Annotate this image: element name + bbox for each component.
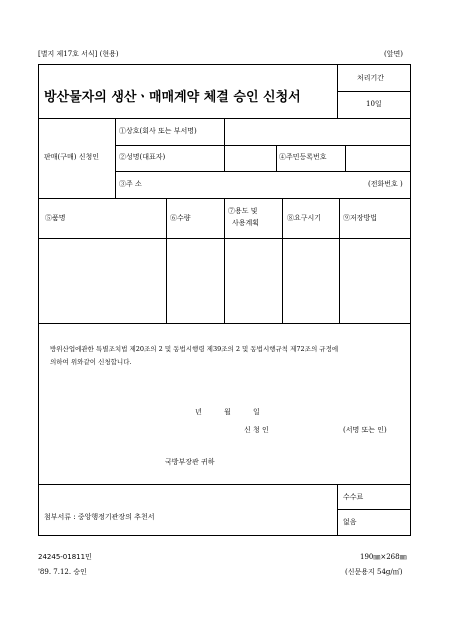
footer-paper: (신문용지 54g/㎡) (345, 568, 403, 576)
page-side-label: (앞면) (384, 50, 403, 58)
use-header-line1: ⑦용도 및 (228, 207, 258, 215)
date-line: 년 월 일 (195, 408, 260, 416)
phone-label: (전화번호 ) (368, 180, 403, 188)
use-header-line2: 사용계획 (232, 219, 260, 227)
fee-mid-line (337, 509, 411, 510)
form-title: 방산물자의 생산ㆍ매매계약 체결 승인 신청서 (44, 90, 301, 105)
resident-number-field[interactable] (346, 147, 410, 169)
name-label: ②성명(대표자) (119, 153, 166, 161)
address-label: ③주 소 (119, 180, 142, 188)
footer-size: 190㎜×268㎜ (360, 553, 407, 561)
attachments-label: 첨부서류 : 중앙행정기관장의 추천서 (44, 513, 155, 521)
company-field[interactable] (225, 127, 411, 141)
company-label: ①상호(회사 또는 부서명) (119, 127, 197, 135)
product-cell[interactable] (39, 239, 165, 322)
processing-mid-line (337, 91, 411, 92)
footer-code: 24245-01811민 (38, 553, 92, 561)
storage-header: ⑨저장방법 (343, 214, 378, 222)
name-field[interactable] (225, 147, 275, 169)
resident-divider-left (276, 145, 277, 171)
fee-label: 수수료 (343, 493, 364, 501)
demand-time-header: ⑧요구시기 (287, 214, 322, 222)
statement-line1: 방위산업에관한 특별조치법 제20조의 2 및 동법시행령 제39조의 2 및 동법시행규칙 제72조의 규정에 (50, 345, 339, 353)
storage-cell[interactable] (340, 239, 410, 322)
resident-number-label: ④주민등록번호 (279, 153, 327, 161)
processing-label: 처리기간 (357, 74, 385, 82)
footer-approved: '89. 7.12. 승인 (38, 568, 87, 576)
quantity-cell[interactable] (167, 239, 223, 322)
applicant-sign-label: 신 청 인 (244, 426, 269, 434)
fee-value: 없음 (343, 518, 357, 526)
form-number: [별지 제17호 서식] (현용) (38, 50, 119, 58)
applicant-divider (115, 118, 116, 198)
statement-top-line (38, 323, 411, 324)
statement-line2: 의하여 위와같이 신청합니다. (50, 358, 132, 366)
attachments-top-line (38, 484, 411, 485)
product-header: ⑤품명 (45, 214, 66, 222)
address-field[interactable] (170, 173, 360, 195)
use-cell[interactable] (225, 239, 281, 322)
processing-value: 10일 (366, 100, 382, 108)
addressee: 국방부장관 귀하 (165, 458, 215, 466)
applicant-row1-line (115, 145, 411, 146)
quantity-header: ⑥수량 (170, 214, 191, 222)
fee-divider (337, 484, 338, 536)
demand-time-cell[interactable] (283, 239, 338, 322)
sign-or-seal-label: (서명 또는 인) (343, 426, 387, 434)
applicant-row2-line (115, 171, 411, 172)
applicant-section-label: 판매(구매) 신청인 (44, 153, 100, 161)
